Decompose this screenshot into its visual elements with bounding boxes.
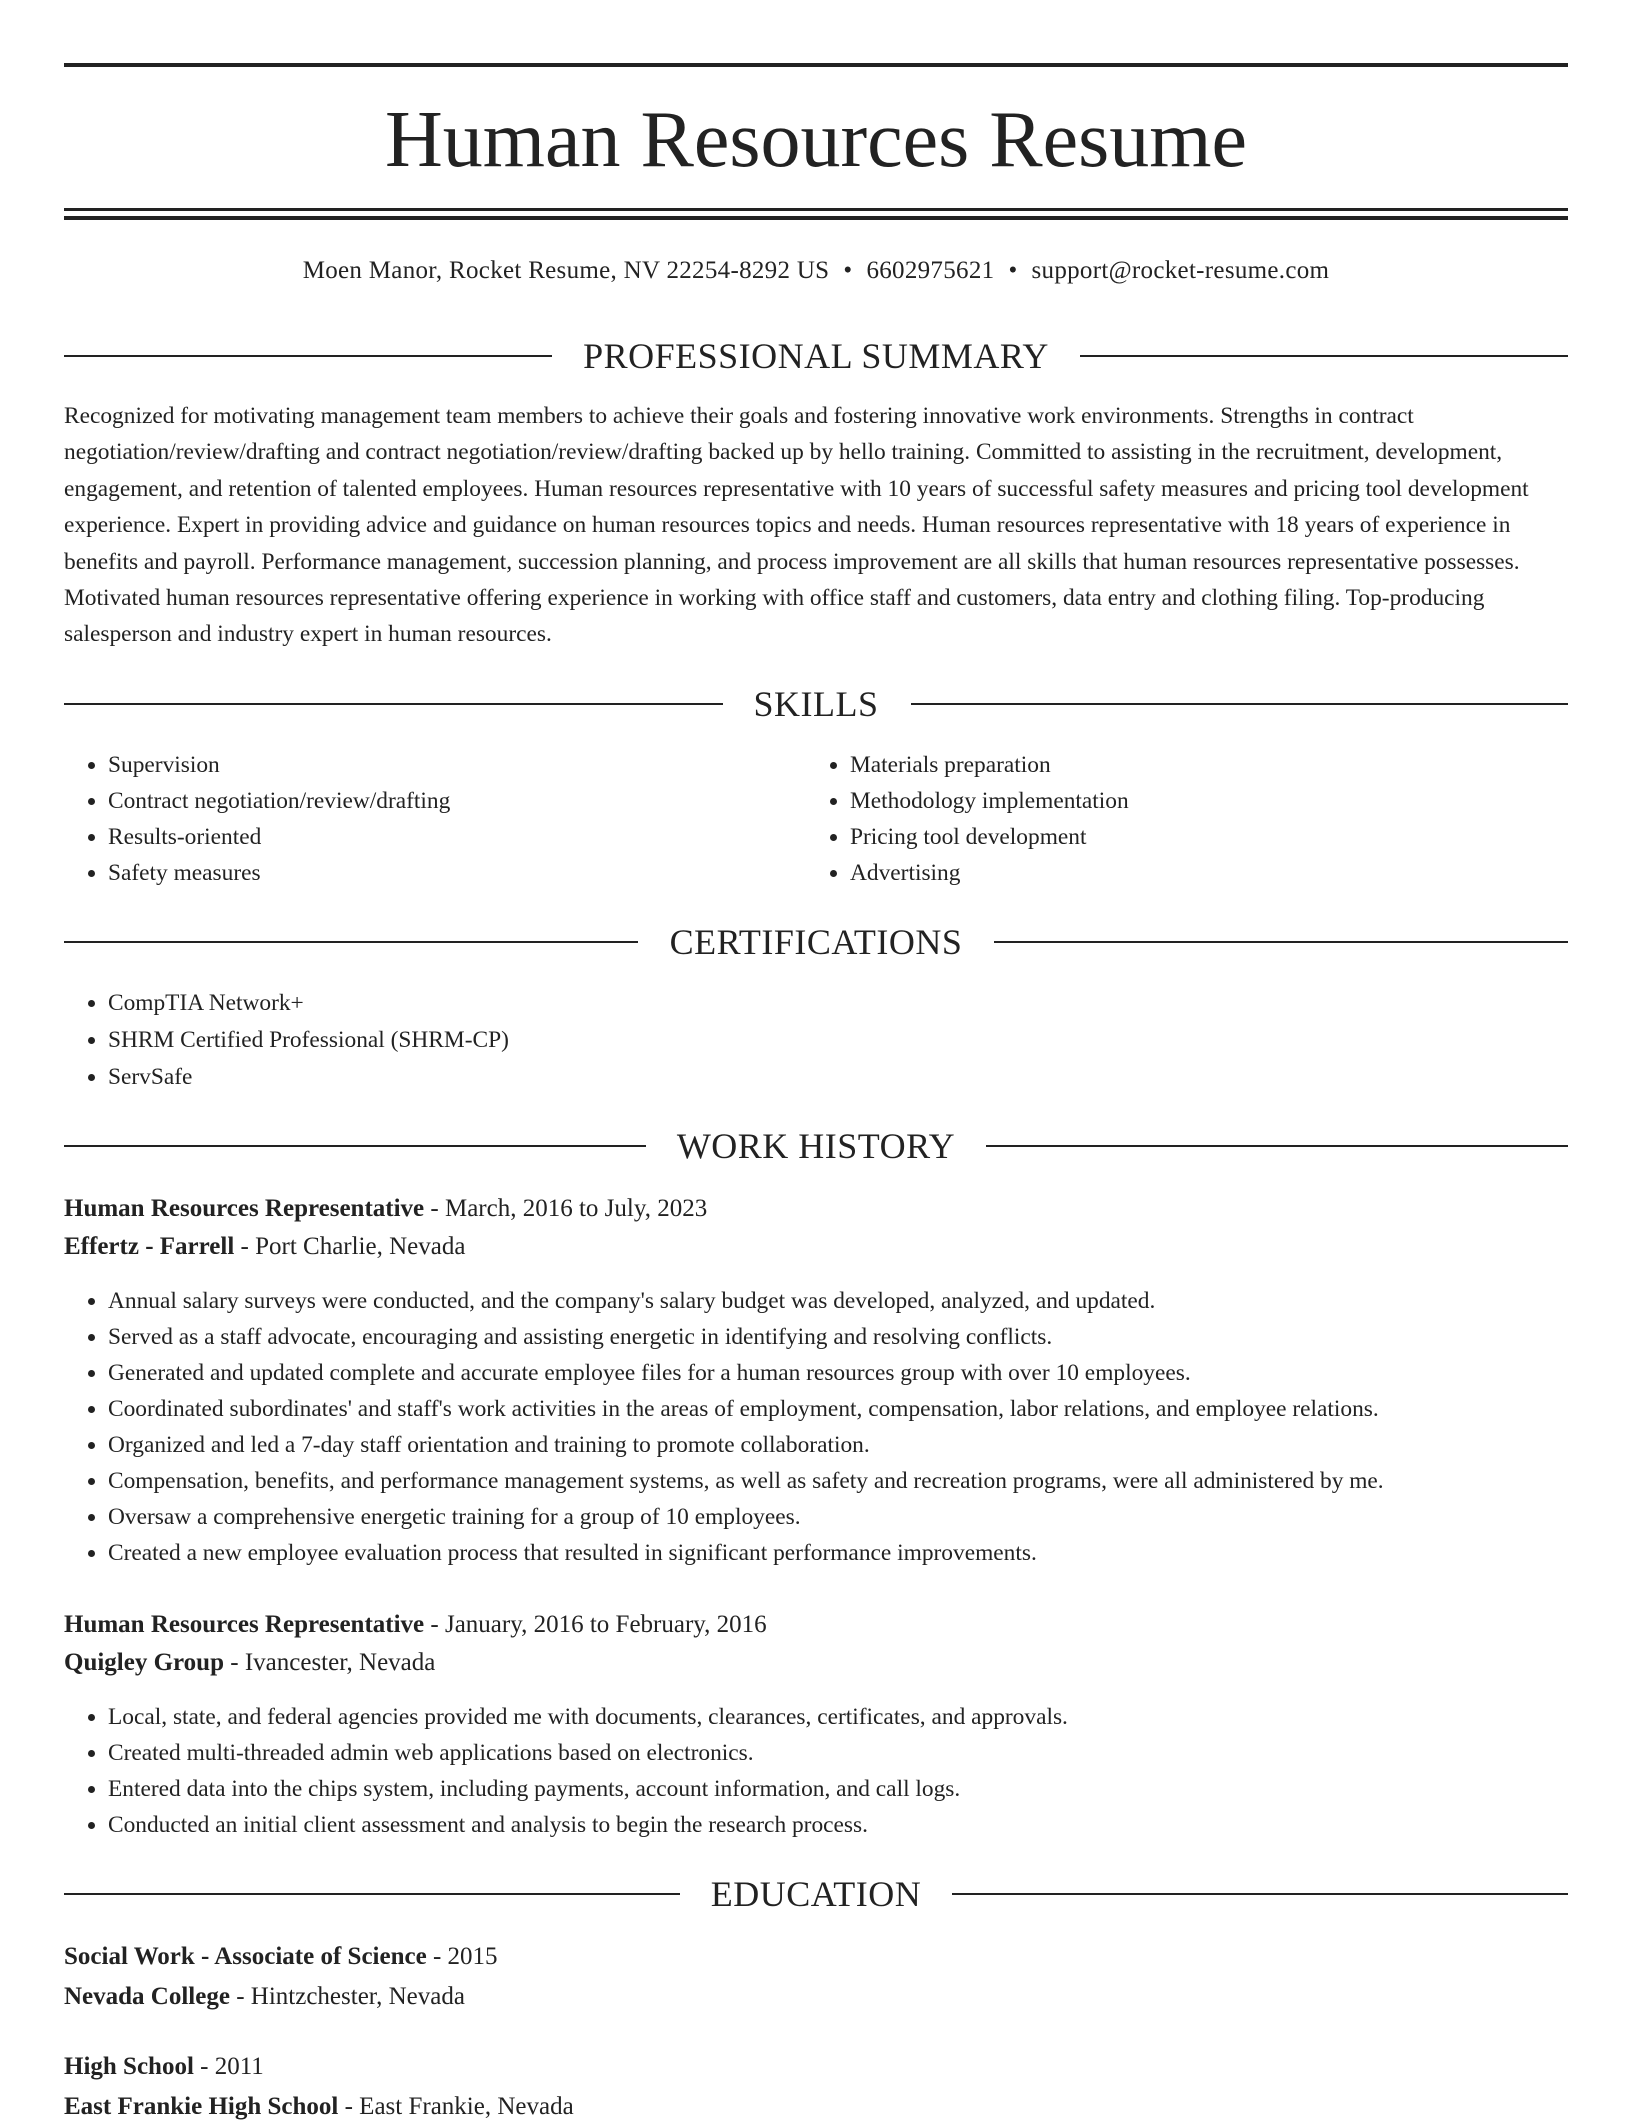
- heading-label: EDUCATION: [710, 1874, 922, 1914]
- skill-item: • Methodology implementation: [850, 783, 1550, 819]
- section-heading-summary: [64, 334, 1568, 378]
- heading-label: SKILLS: [753, 684, 879, 724]
- company-location: - Port Charlie, Nevada: [234, 1233, 466, 1260]
- job-duty: • Conducted an initial client assessment and analysis to begin the research process.: [108, 1807, 1568, 1843]
- section-heading-skills: [64, 682, 1568, 726]
- job-duty: • Annual salary surveys were conducted, and the company's salary budget was developed, analyzed, and updated.: [108, 1283, 1568, 1319]
- top-rule: [64, 63, 1568, 67]
- job-duty: • Compensation, benefits, and performance management systems, as well as safety and recreation programs, were all administered by me.: [108, 1463, 1568, 1499]
- skill-item: • Advertising: [850, 855, 1550, 891]
- school-name: Nevada College: [64, 1983, 230, 2010]
- job-title: Human Resources Representative: [64, 1195, 425, 1222]
- job-dates: - March, 2016 to July, 2023: [424, 1195, 708, 1222]
- company-name: Quigley Group: [64, 1649, 224, 1676]
- job-duty: • Generated and updated complete and accurate employee files for a human resources group with over 10 employees.: [108, 1355, 1568, 1391]
- job-duty: • Entered data into the chips system, including payments, account information, and call logs.: [108, 1771, 1568, 1807]
- school-name: East Frankie High School: [64, 2093, 339, 2120]
- school-location: - East Frankie, Nevada: [338, 2093, 574, 2120]
- certification-item: • ServSafe: [108, 1059, 1508, 1096]
- certifications-list: [64, 985, 1508, 1096]
- skills-list-right: [806, 747, 1550, 891]
- skill-item: • Safety measures: [108, 855, 808, 891]
- school-line: [64, 2088, 574, 2126]
- contact-separator: •: [1008, 257, 1018, 284]
- job-title-line: [64, 1606, 767, 1644]
- title-rule-upper: [64, 208, 1568, 211]
- heading-label: CERTIFICATIONS: [669, 922, 963, 962]
- job-duty: • Served as a staff advocate, encouraging and assisting energetic in identifying and resolving conflicts.: [108, 1319, 1568, 1355]
- job-dates: - January, 2016 to February, 2016: [424, 1611, 767, 1638]
- contact-email: support@rocket-resume.com: [1031, 257, 1330, 284]
- school-location: - Hintzchester, Nevada: [229, 1983, 465, 2010]
- section-heading-certifications: [64, 920, 1568, 964]
- job-duty: • Coordinated subordinates' and staff's work activities in the areas of employment, compensation, labor relations, and employee relations.: [108, 1391, 1568, 1427]
- degree-name: High School: [64, 2053, 194, 2080]
- title-rule-lower: [64, 216, 1568, 220]
- skill-item: • Supervision: [108, 747, 808, 783]
- certification-item: • SHRM Certified Professional (SHRM-CP): [108, 1022, 1508, 1059]
- heading-label: WORK HISTORY: [676, 1126, 956, 1166]
- degree-year: - 2015: [426, 1943, 498, 1970]
- company-location: - Ivancester, Nevada: [224, 1649, 436, 1676]
- job-duty: • Organized and led a 7-day staff orientation and training to promote collaboration.: [108, 1427, 1568, 1463]
- degree-name: Social Work - Associate of Science: [64, 1943, 427, 1970]
- heading-label: PROFESSIONAL SUMMARY: [583, 336, 1049, 376]
- certification-item: • CompTIA Network+: [108, 985, 1508, 1022]
- section-heading-education: [64, 1872, 1568, 1916]
- job-duty: • Created a new employee evaluation process that resulted in significant performance improvements.: [108, 1535, 1568, 1571]
- degree-line: [64, 1938, 498, 1976]
- job-company-line: [64, 1644, 435, 1682]
- job-duty: • Oversaw a comprehensive energetic training for a group of 10 employees.: [108, 1499, 1568, 1535]
- skill-item: • Materials preparation: [850, 747, 1550, 783]
- section-heading-work-history: [64, 1124, 1568, 1168]
- job-title: Human Resources Representative: [64, 1611, 425, 1638]
- summary-text: Recognized for motivating management team members to achieve their goals and fostering innovative work environments. Strengths in contract negotiation/review/drafting and contract negotiation/review/drafting backed up by hello training. Committed to assisting in the recruitment, development, engagement, and retention of talented employees. Human resources representative with 10 years of successful safety measures and pricing tool development experience. Expert in providing advice and guidance on human resources topics and needs. Human resources representative with 18 years of experience in benefits and payroll. Performance management, succession planning, and process improvement are all skills that human resources representative possesses. Motivated human resources representative offering experience in working with office staff and customers, data entry and clothing filing. Top-producing salesperson and industry expert in human resources.: [64, 403, 1529, 648]
- skills-list-left: [64, 747, 808, 891]
- degree-year: - 2011: [193, 2053, 264, 2080]
- skill-item: • Contract negotiation/review/drafting: [108, 783, 808, 819]
- job-company-line: [64, 1228, 465, 1266]
- job-duty: • Created multi-threaded admin web applications based on electronics.: [108, 1735, 1568, 1771]
- job-duties-list: [64, 1699, 1568, 1843]
- job-duty: • Local, state, and federal agencies provided me with documents, clearances, certificates, and approvals.: [108, 1699, 1568, 1735]
- school-line: [64, 1978, 465, 2016]
- contact-separator: •: [843, 257, 853, 284]
- contact-line: [64, 253, 1568, 289]
- job-title-line: [64, 1190, 707, 1228]
- contact-address: Moen Manor, Rocket Resume, NV 22254-8292 US: [302, 257, 830, 284]
- job-duties-list: [64, 1283, 1568, 1571]
- skill-item: • Pricing tool development: [850, 819, 1550, 855]
- company-name: Effertz - Farrell: [64, 1233, 235, 1260]
- contact-phone: 6602975621: [866, 257, 995, 284]
- degree-line: [64, 2048, 264, 2086]
- resume-title: Human Resources Resume: [384, 96, 1248, 184]
- skill-item: • Results-oriented: [108, 819, 808, 855]
